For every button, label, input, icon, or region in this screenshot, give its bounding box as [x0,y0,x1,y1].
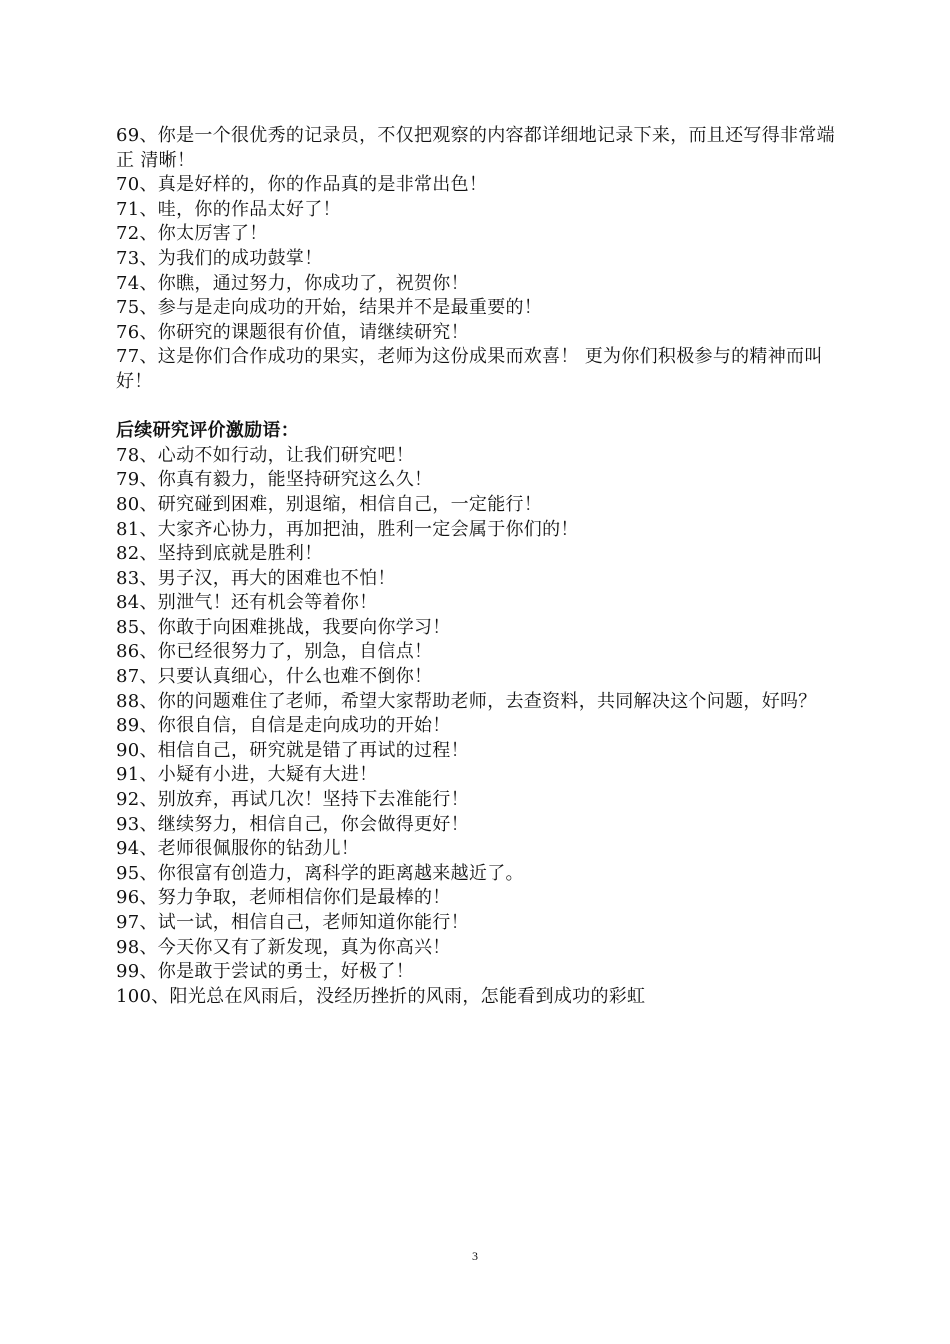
list-item: 71、哇，你的作品太好了！ [116,198,341,220]
list-item: 100、阳光总在风雨后，没经历挫折的风雨，怎能看到成功的彩虹 [116,985,646,1007]
list-item: 73、为我们的成功鼓掌！ [116,247,323,269]
list-item: 93、继续努力，相信自己，你会做得更好！ [116,813,469,835]
list-item: 90、相信自己，研究就是错了再试的过程！ [116,739,469,761]
list-item: 92、别放弃，再试几次！坚持下去准能行！ [116,789,469,811]
list-item: 69、你是一个很优秀的记录员，不仅把观察的内容都详细地记录下来，而且还写得非常端正 清晰！ [116,125,835,171]
list-item: 72、你太厉害了！ [116,223,268,245]
list-item: 77、这是你们合作成功的果实，老师为这份成果而欢喜！ 更为你们积极参与的精神而叫好！ [116,346,823,392]
list-item: 96、努力争取，老师相信你们是最棒的！ [116,887,451,909]
document-body [116,124,846,1009]
list-item: 91、小疑有小进，大疑有大进！ [116,764,378,786]
section-heading: 后续研究评价激励语： [116,420,299,442]
list-item: 82、坚持到底就是胜利！ [116,543,323,565]
list-item: 80、研究碰到困难，别退缩，相信自己，一定能行！ [116,493,543,515]
list-item: 86、你已经很努力了，别急，自信点！ [116,641,433,663]
list-item: 95、你很富有创造力，离科学的距离越来越近了。 [116,862,524,884]
list-item: 79、你真有毅力，能坚持研究这么久！ [116,469,433,491]
list-item: 89、你很自信，自信是走向成功的开始！ [116,715,451,737]
list-item: 74、你瞧，通过努力，你成功了，祝贺你！ [116,272,469,294]
list-item: 99、你是敢于尝试的勇士，好极了！ [116,961,415,983]
list-item: 75、参与是走向成功的开始，结果并不是最重要的！ [116,297,543,319]
list-item: 88、你的问题难住了老师，希望大家帮助老师，去查资料，共同解决这个问题，好吗？ [116,690,817,712]
list-item: 85、你敢于向困难挑战，我要向你学习！ [116,616,451,638]
list-item: 83、男子汉，再大的困难也不怕！ [116,567,396,589]
list-item: 76、你研究的课题很有价值，请继续研究！ [116,321,469,343]
list-item: 70、真是好样的，你的作品真的是非常出色！ [116,174,488,196]
list-item: 98、今天你又有了新发现，真为你高兴！ [116,936,451,958]
list-item: 84、别泄气！还有机会等着你！ [116,592,378,614]
section-spacer [116,395,846,420]
list-item: 87、只要认真细心，什么也难不倒你！ [116,666,433,688]
list-item: 78、心动不如行动，让我们研究吧！ [116,444,415,466]
page-number: 3 [472,1249,478,1263]
list-item: 94、老师很佩服你的钻劲儿！ [116,838,360,860]
list-item: 97、试一试，相信自己，老师知道你能行！ [116,912,469,933]
list-item: 81、大家齐心协力，再加把油，胜利一定会属于你们的！ [116,518,579,540]
